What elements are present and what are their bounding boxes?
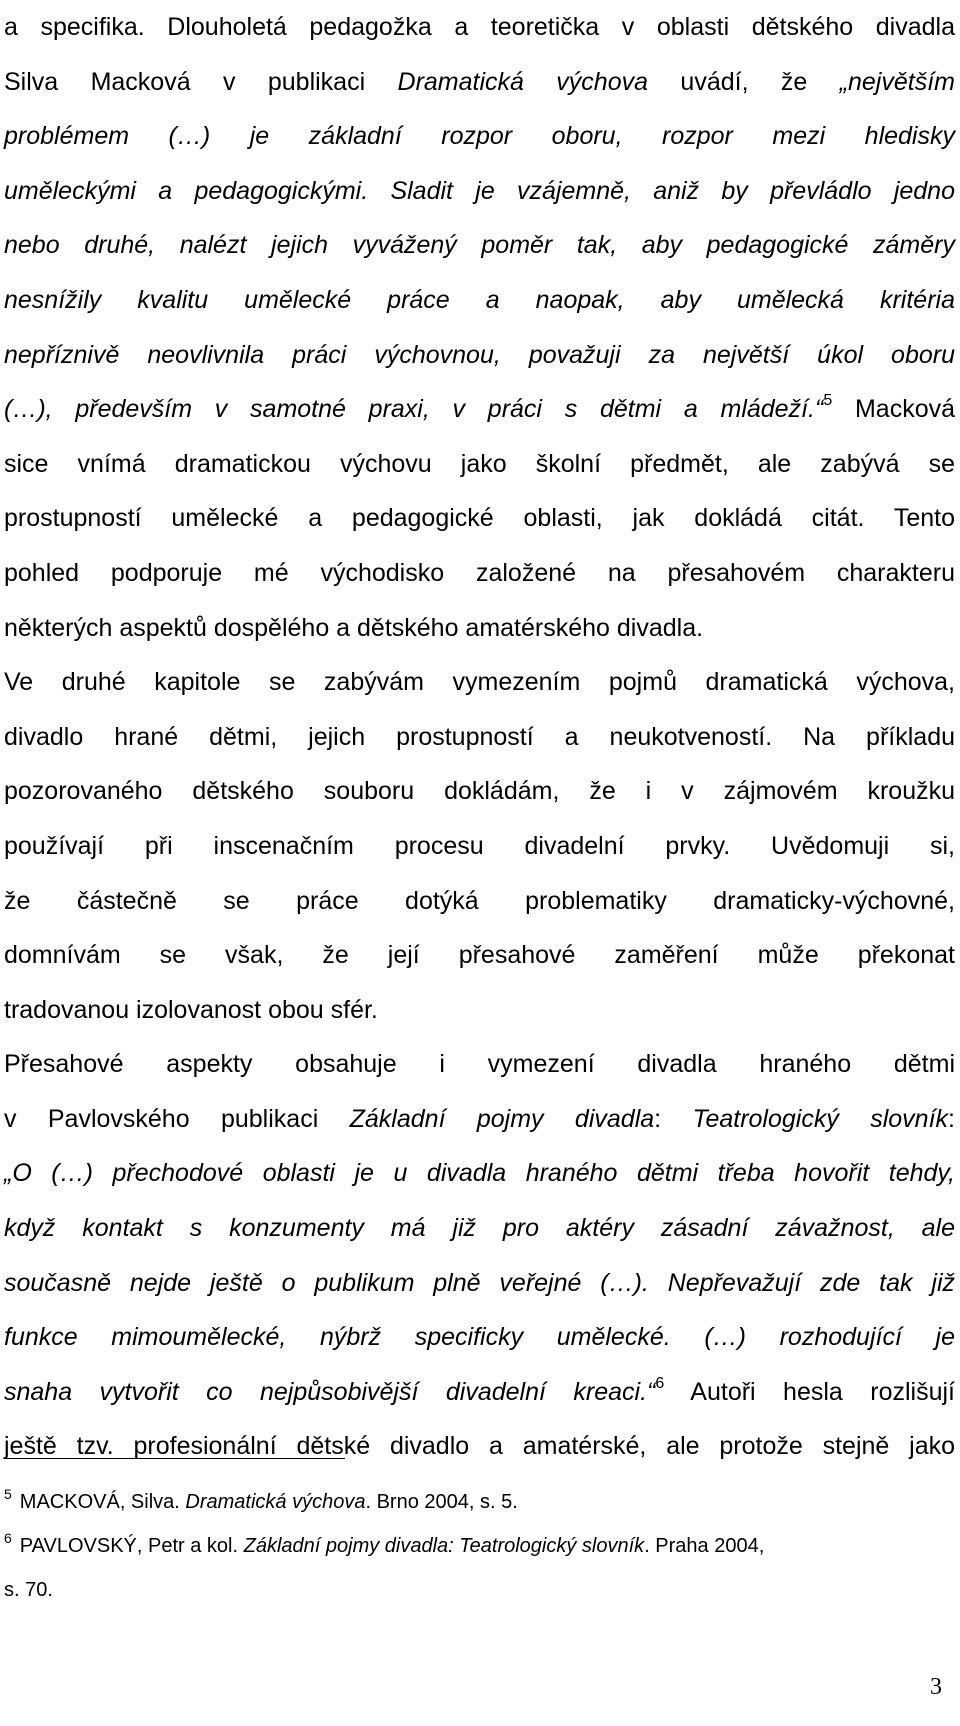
italic-text: když kontakt s konzumenty má již pro aktéry zásadní závažnost, ale	[4, 1214, 955, 1243]
footnote-text: PAVLOVSKÝ, Petr a kol.	[19, 1535, 244, 1557]
text-span: Ve druhé kapitole se zabývám vymezením pojmů dramatická výchova,	[4, 668, 955, 697]
text-line	[4, 1092, 955, 1147]
text-span: používají při inscenačním procesu divadelní prvky. Uvědomuji si,	[4, 831, 955, 860]
italic-text: uměleckými a pedagogickými. Sladit je vzájemně, aniž by převládlo jedno	[4, 176, 955, 205]
text-line	[4, 1146, 955, 1201]
text-line	[4, 1365, 955, 1420]
italic-text: „největším	[839, 67, 955, 96]
text-line	[4, 0, 955, 55]
footnotes	[4, 1480, 955, 1612]
text-span: Autoři hesla rozlišují	[664, 1377, 955, 1406]
text-line	[4, 819, 955, 874]
italic-text: nebo druhé, nalézt jejich vyvážený poměr tak, aby pedagogické záměry	[4, 231, 955, 260]
footnote-ref: 5	[823, 392, 833, 410]
footnote-text: Dramatická výchova	[185, 1491, 366, 1513]
footnote-ref: 6	[655, 1374, 665, 1392]
footnote-number: 6	[4, 1530, 12, 1546]
text-span: Macková	[832, 395, 955, 424]
text-span: některých aspektů dospělého a dětského amatérského divadla.	[4, 613, 704, 642]
text-line	[4, 164, 955, 219]
text-line	[4, 655, 955, 710]
text-span: tradovanou izolovanost obou sfér.	[4, 995, 378, 1024]
footnote	[4, 1524, 955, 1568]
text-span: že částečně se práce dotýká problematiky dramaticky-výchovné,	[4, 886, 955, 915]
italic-text: funkce mimoumělecké, nýbrž specificky umělecké. (…) rozhodující je	[4, 1323, 955, 1352]
text-span: ještě tzv. profesionální dětské divadlo a amatérské, ale protože stejně jako	[4, 1432, 955, 1461]
footnote-text: . Praha 2004,	[644, 1535, 765, 1557]
text-line	[4, 546, 955, 601]
text-span: pohled podporuje mé východisko založené na přesahovém charakteru	[4, 558, 955, 587]
text-span: :	[654, 1104, 693, 1133]
text-span: sice vnímá dramatickou výchovu jako školní předmět, ale zabývá se	[4, 449, 955, 478]
text-span: Silva Macková v publikaci	[4, 67, 398, 96]
text-line	[4, 382, 955, 437]
text-span: uvádí, že	[648, 67, 840, 96]
footnote-continuation: s. 70.	[4, 1579, 53, 1601]
italic-text: nesnížily kvalitu umělecké práce a naopak, aby umělecká kritéria	[4, 285, 955, 314]
text-span: v Pavlovského publikaci	[4, 1104, 350, 1133]
italic-text: Dramatická výchova	[397, 67, 649, 96]
footnote-separator	[4, 1458, 345, 1459]
text-line	[4, 1037, 955, 1092]
italic-text: Základní pojmy divadla	[349, 1104, 655, 1133]
text-line	[4, 710, 955, 765]
text-line	[4, 1310, 955, 1365]
text-line	[4, 55, 955, 110]
page-number: 3	[930, 1674, 942, 1700]
text-span: pozorovaného dětského souboru dokládám, že i v zájmovém kroužku	[4, 777, 955, 806]
text-line	[4, 764, 955, 819]
text-line	[4, 328, 955, 383]
text-line	[4, 928, 955, 983]
italic-text: (…), především v samotné praxi, v práci s dětmi a mládeží.“	[4, 395, 824, 424]
text-line	[4, 1256, 955, 1311]
italic-text: současně nejde ještě o publikum plně veřejné (…). Nepřevažují zde tak již	[4, 1268, 955, 1297]
text-line	[4, 491, 955, 546]
text-line	[4, 218, 955, 273]
italic-text: Teatrologický slovník	[692, 1104, 949, 1133]
text-span: a specifika. Dlouholetá pedagožka a teoretička v oblasti dětského divadla	[4, 13, 955, 41]
text-line	[4, 601, 955, 656]
footnote-text: Základní pojmy divadla: Teatrologický slovník	[243, 1535, 645, 1557]
text-span: domnívám se však, že její přesahové zaměření může překonat	[4, 941, 955, 970]
italic-text: „O (…) přechodové oblasti je u divadla hraného dětmi třeba hovořit tehdy,	[4, 1159, 955, 1188]
text-line	[4, 1419, 955, 1474]
text-line	[4, 874, 955, 929]
text-span: prostupností umělecké a pedagogické oblasti, jak dokládá citát. Tento	[4, 504, 955, 533]
footnote-text: MACKOVÁ, Silva.	[19, 1491, 186, 1513]
text-line	[4, 983, 955, 1038]
text-line	[4, 1201, 955, 1256]
text-line	[4, 437, 955, 492]
footnote-text: . Brno 2004, s. 5.	[365, 1491, 518, 1513]
text-span: :	[948, 1104, 955, 1133]
italic-text: nepříznivě neovlivnila práci výchovnou, považuji za největší úkol oboru	[4, 340, 955, 369]
italic-text: problémem (…) je základní rozpor oboru, rozpor mezi hledisky	[4, 122, 955, 151]
body-text	[4, 0, 955, 1474]
footnote	[4, 1480, 955, 1524]
italic-text: snaha vytvořit co nejpůsobivější divadelní kreaci.“	[4, 1377, 656, 1406]
text-line	[4, 109, 955, 164]
text-span: divadlo hrané dětmi, jejich prostupností a neukotveností. Na příkladu	[4, 722, 955, 751]
text-span: Přesahové aspekty obsahuje i vymezení divadla hraného dětmi	[4, 1050, 955, 1079]
footnote-number: 5	[4, 1486, 12, 1502]
text-line	[4, 273, 955, 328]
